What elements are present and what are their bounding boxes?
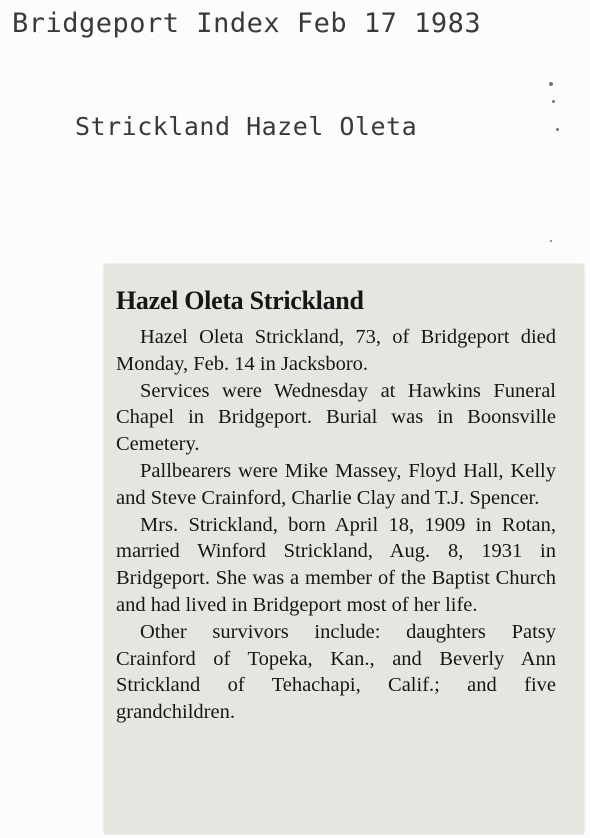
newspaper-clipping — [104, 264, 584, 834]
obituary-headline: Hazel Oleta Strickland — [116, 286, 364, 315]
source-date-line: Bridgeport Index Feb 17 1983 — [12, 8, 482, 39]
obituary-paragraph: Pallbearers were Mike Massey, Floyd Hall, Kelly and Steve Crainford, Charlie Clay and T.J. Spencer. — [116, 459, 556, 509]
obituary-paragraph: Services were Wednesday at Hawkins Funeral Chapel in Bridgeport. Burial was in Boonsville Cemetery. — [116, 379, 556, 456]
ink-speck — [549, 82, 553, 86]
obituary-paragraph: Other survivors include: daughters Patsy Crainford of Topeka, Kan., and Beverly Ann Strickland of Tehachapi, Calif.; and five grandchildren. — [116, 620, 556, 724]
ink-speck — [552, 100, 555, 103]
obituary-paragraph: Hazel Oleta Strickland, 73, of Bridgeport died Monday, Feb. 14 in Jacksboro. — [116, 326, 556, 375]
obituary-article — [116, 284, 556, 726]
ink-speck — [550, 240, 552, 242]
obituary-paragraph: Mrs. Strickland, born April 18, 1909 in Rotan, married Winford Strickland, Aug. 8, 1931 in Bridgeport. She was a member of the Baptist Church and had lived in Bridgeport most of her life. — [116, 513, 556, 616]
ink-speck — [556, 128, 559, 131]
indexed-name-line: Strickland Hazel Oleta — [75, 112, 418, 141]
